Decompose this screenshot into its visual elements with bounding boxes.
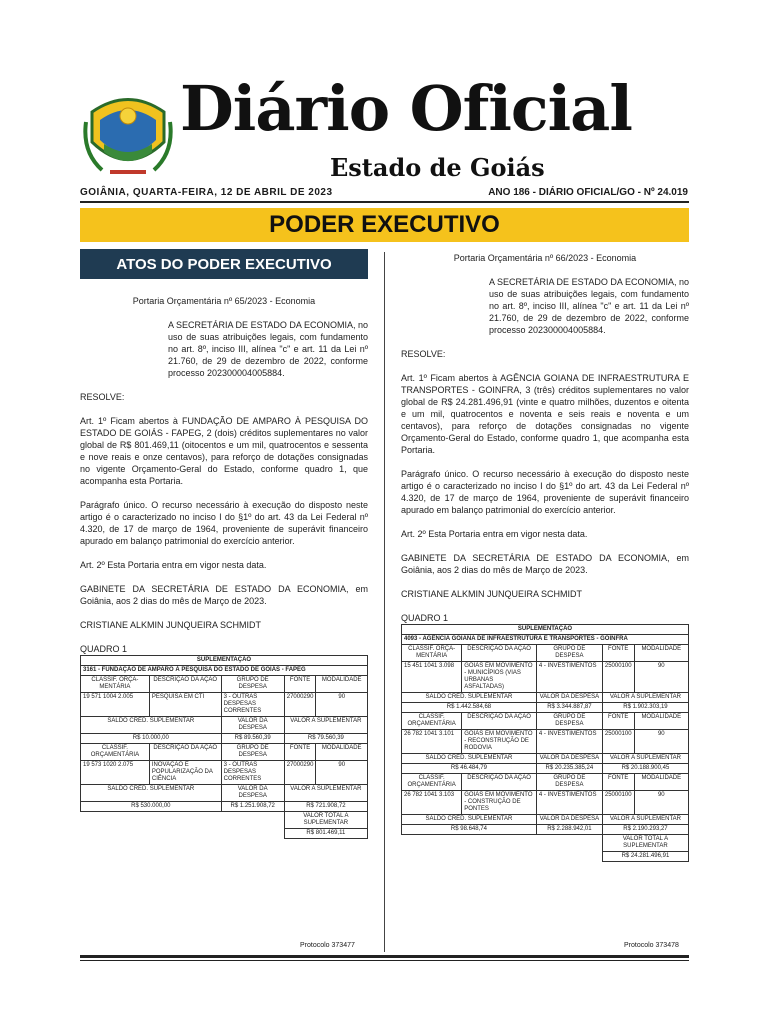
coat-of-arms-icon (82, 82, 174, 182)
table-row: 26 782 1041 3.101 GOIÁS EM MOVIMENTO - RECONSTRUÇÃO DE RODOVIA 4 - INVESTIMENTOS 25000100 90 (402, 730, 689, 754)
table-org: 3161 - FUNDAÇÃO DE AMPARO À PESQUISA DO ESTADO DE GOIÁS - FAPEG (81, 666, 368, 676)
table-row: CLASSIF. ORÇAMENTÁRIA DESCRIÇÃO DA AÇÃO GRUPO DE DESPESA FONTE MODALIDADE (81, 744, 368, 761)
protocol-number: Protocolo 373477 (300, 942, 355, 949)
column-divider (384, 252, 385, 952)
protocol-number: Protocolo 373478 (624, 942, 679, 949)
footer-divider (80, 960, 689, 961)
supplement-table: SUPLEMENTAÇÃO 4093 - AGÊNCIA GOIANA DE INFRAESTRUTURA E TRANSPORTES - GOINFRA CLASSIF. ORÇA- MENTÁRIA DESCRIÇÃO DA AÇÃO GRUPO DE DESPESA FONTE MODALIDADE 15 451 1041 3.098 GOIÁS EM MOVIMENTO - MUNICÍPIOS (VIAS URBANAS ASFALTADAS) 4 - INVESTIMENTOS 25000100 90 SALDO CRÉD. SUPLEMENTAR VALOR DA DESPESA VALOR A SUPLEMENTAR R$ 1.442.584,68 R$ 3.344.887,87 R$ 1.902.303,19 CLASSIF. ORÇAMENTÁRIA DESCRIÇÃO DA AÇÃO GRUPO DE DESPESA FONTE MODALIDADE 26 782 1041 3.101 GOIÁS EM MOVIMENTO - RECONSTRUÇÃO DE RODOVIA 4 - INVESTIMENTOS 25000100 90 SALDO CRÉD. SUPLEMENTAR VALOR DA DESPESA VALOR A SUPLEMENTAR R$ 46.484,79 R$ 20.235.385,24 R$ 20.188.900,45 CLASSIF. ORÇAMENTÁRIA DESCRIÇÃO DA AÇÃO GRUPO DE DESPESA FONTE MODALIDADE 26 782 1041 3.103 GOIÁS EM MOVIMENTO - CONSTRUÇÃO DE PONTES 4 - INVESTIMENTOS 25000100 90 SALDO CRÉD. SUPLEMENTAR VALOR DA DESPESA VALOR A SUPLEMENTAR R$ 98.648,74 R$ 2.288.942,01 R$ 2.190.293,27 VALOR TOTAL A SUPLEMENTAR R$ 24.281.496,91 (401, 624, 689, 862)
article-2: Art. 2º Esta Portaria entra em vigor nesta data. (80, 560, 267, 570)
supplement-table (80, 655, 368, 839)
quadro-label: QUADRO 1 (401, 613, 449, 623)
table-row: SALDO CRÉD. SUPLEMENTAR VALOR DA DESPESA VALOR A SUPLEMENTAR (402, 815, 689, 825)
masthead-subtitle: Estado de Goiás (330, 153, 545, 182)
dateline: GOIÂNIA, QUARTA-FEIRA, 12 DE ABRIL DE 2023 (80, 187, 333, 198)
table-row: R$ 801.469,11 (81, 829, 368, 839)
table-row: R$ 98.648,74 R$ 2.288.942,01 R$ 2.190.293,27 (402, 825, 689, 835)
table-header: SUPLEMENTAÇÃO (81, 656, 368, 666)
table-row: R$ 24.281.496,91 (402, 852, 689, 862)
gabinete-text: GABINETE DA SECRETÁRIA DE ESTADO DA ECONOMIA, em Goiânia, aos 2 dias do mês de Março de 2023. (401, 553, 689, 575)
table-row: 19 571 1004 2.005 PESQUISA EM CTI 3 - OUTRAS DESPESAS CORRENTES 27000290 90 (81, 693, 368, 717)
footer-divider (80, 955, 689, 958)
resolve-label: RESOLVE: (401, 349, 446, 359)
table-row: VALOR TOTAL A SUPLEMENTAR (81, 812, 368, 829)
signature: CRISTIANE ALKMIN JUNQUEIRA SCHMIDT (80, 620, 262, 630)
table-row: SALDO CRÉD. SUPLEMENTAR VALOR DA DESPESA VALOR A SUPLEMENTAR (81, 785, 368, 802)
portaria-intro: A SECRETÁRIA DE ESTADO DA ECONOMIA, no uso de suas atribuições legais, com fundamento no art. 8º, inciso III, alínea "c" e art. 11 da Lei nº 21.760, de 29 de dezembro de 2022, conforme processo 202300004005884. (168, 320, 368, 378)
table-row: CLASSIF. ORÇA- MENTÁRIA DESCRIÇÃO DA AÇÃO GRUPO DE DESPESA FONTE MODALIDADE (81, 676, 368, 693)
portaria-intro: A SECRETÁRIA DE ESTADO DA ECONOMIA, no uso de suas atribuições legais, com fundamento no art. 8º, inciso III, alínea "c" e art. 11 da Lei nº 21.760, de 29 de dezembro de 2022, conforme processo 202300004005884. (489, 277, 689, 335)
paragrafo-unico: Parágrafo único. O recurso necessário à execução do disposto neste artigo é o caracterizado no inciso I do §1º do art. 43 da Lei Federal nº 4.320, de 17 de março de 1964, proveniente de superávit financeiro apurado em balanço patrimonial do exercício anterior. (401, 469, 689, 515)
table-row: R$ 530.000,00 R$ 1.251.908,72 R$ 721.908,72 (81, 802, 368, 812)
masthead-title: Diário Oficial (180, 72, 632, 145)
portaria-heading: Portaria Orçamentária nº 66/2023 - Economia (453, 253, 637, 263)
table-row: SALDO CRÉD. SUPLEMENTAR VALOR DA DESPESA VALOR A SUPLEMENTAR (402, 754, 689, 764)
table-row: R$ 1.442.584,68 R$ 3.344.887,87 R$ 1.902.303,19 (402, 703, 689, 713)
resolve-label: RESOLVE: (80, 392, 125, 402)
article-2: Art. 2º Esta Portaria entra em vigor nesta data. (401, 529, 588, 539)
left-column (80, 295, 368, 839)
article-1: Art. 1º Ficam abertos à FUNDAÇÃO DE AMPARO À PESQUISA DO ESTADO DE GOIÁS - FAPEG, 2 (dois) créditos suplementares no valor global de R$ 801.469,11 (oitocentos e um mil, quatrocentos e sessenta e nove reais e onze centavos), para reforço de dotações consignadas no vigente Orçamento-Geral do Estado, conforme quadro 1, que acompanha esta Portaria. (80, 416, 368, 486)
article-1: Art. 1º Ficam abertos à AGÊNCIA GOIANA DE INFRAESTRUTURA E TRANSPORTES - GOINFRA, 3 (três) créditos suplementares no valor global de R$ 24.281.496,91 (vinte e quatro milhões, duzentos e oitenta e um mil, quatrocentos e noventa e seis reais e noventa e um centavos), para reforço de dotações consignadas no vigente Orçamento-Geral do Estado, conforme quadro 1, que acompanha esta Portaria. (401, 373, 689, 455)
quadro-label: QUADRO 1 (80, 644, 128, 654)
table-row: CLASSIF. ORÇAMENTÁRIA DESCRIÇÃO DA AÇÃO GRUPO DE DESPESA FONTE MODALIDADE (402, 713, 689, 730)
acts-banner: ATOS DO PODER EXECUTIVO (80, 249, 368, 279)
table-row: CLASSIF. ORÇAMENTÁRIA DESCRIÇÃO DA AÇÃO GRUPO DE DESPESA FONTE MODALIDADE (402, 774, 689, 791)
table-row: R$ 46.484,79 R$ 20.235.385,24 R$ 20.188.900,45 (402, 764, 689, 774)
divider (80, 201, 689, 203)
signature: CRISTIANE ALKMIN JUNQUEIRA SCHMIDT (401, 589, 583, 599)
table-row: 15 451 1041 3.098 GOIÁS EM MOVIMENTO - MUNICÍPIOS (VIAS URBANAS ASFALTADAS) 4 - INVESTIMENTOS 25000100 90 (402, 662, 689, 693)
table-row: SALDO CRÉD. SUPLEMENTAR VALOR DA DESPESA VALOR A SUPLEMENTAR (402, 693, 689, 703)
right-column (401, 252, 689, 862)
section-banner: PODER EXECUTIVO (80, 208, 689, 242)
table-row: 26 782 1041 3.103 GOIÁS EM MOVIMENTO - CONSTRUÇÃO DE PONTES 4 - INVESTIMENTOS 25000100 90 (402, 791, 689, 815)
table-row: R$ 10.000,00 R$ 89.560,39 R$ 79.560,39 (81, 734, 368, 744)
paragrafo-unico: Parágrafo único. O recurso necessário à execução do disposto neste artigo é o caracterizado no inciso I do §1º do art. 43 da Lei Federal nº 4.320, de 17 de março de 1964, proveniente de superávit financeiro apurado em balanço patrimonial do exercício anterior. (80, 500, 368, 546)
gabinete-text: GABINETE DA SECRETÁRIA DE ESTADO DA ECONOMIA, em Goiânia, aos 2 dias do mês de Março de 2023. (80, 584, 368, 606)
table-row: VALOR TOTAL A SUPLEMENTAR (402, 835, 689, 852)
portaria-heading: Portaria Orçamentária nº 65/2023 - Economia (132, 296, 316, 306)
table-row: 19 573 1020 2.075 INOVAÇÃO E POPULARIZAÇÃO DA CIÊNCIA 3 - OUTRAS DESPESAS CORRENTES 27000290 90 (81, 761, 368, 785)
table-row: SALDO CRÉD. SUPLEMENTAR VALOR DA DESPESA VALOR A SUPLEMENTAR (81, 717, 368, 734)
table-row: CLASSIF. ORÇA- MENTÁRIA DESCRIÇÃO DA AÇÃO GRUPO DE DESPESA FONTE MODALIDADE (402, 645, 689, 662)
edition-number: ANO 186 - DIÁRIO OFICIAL/GO - Nº 24.019 (488, 187, 688, 198)
